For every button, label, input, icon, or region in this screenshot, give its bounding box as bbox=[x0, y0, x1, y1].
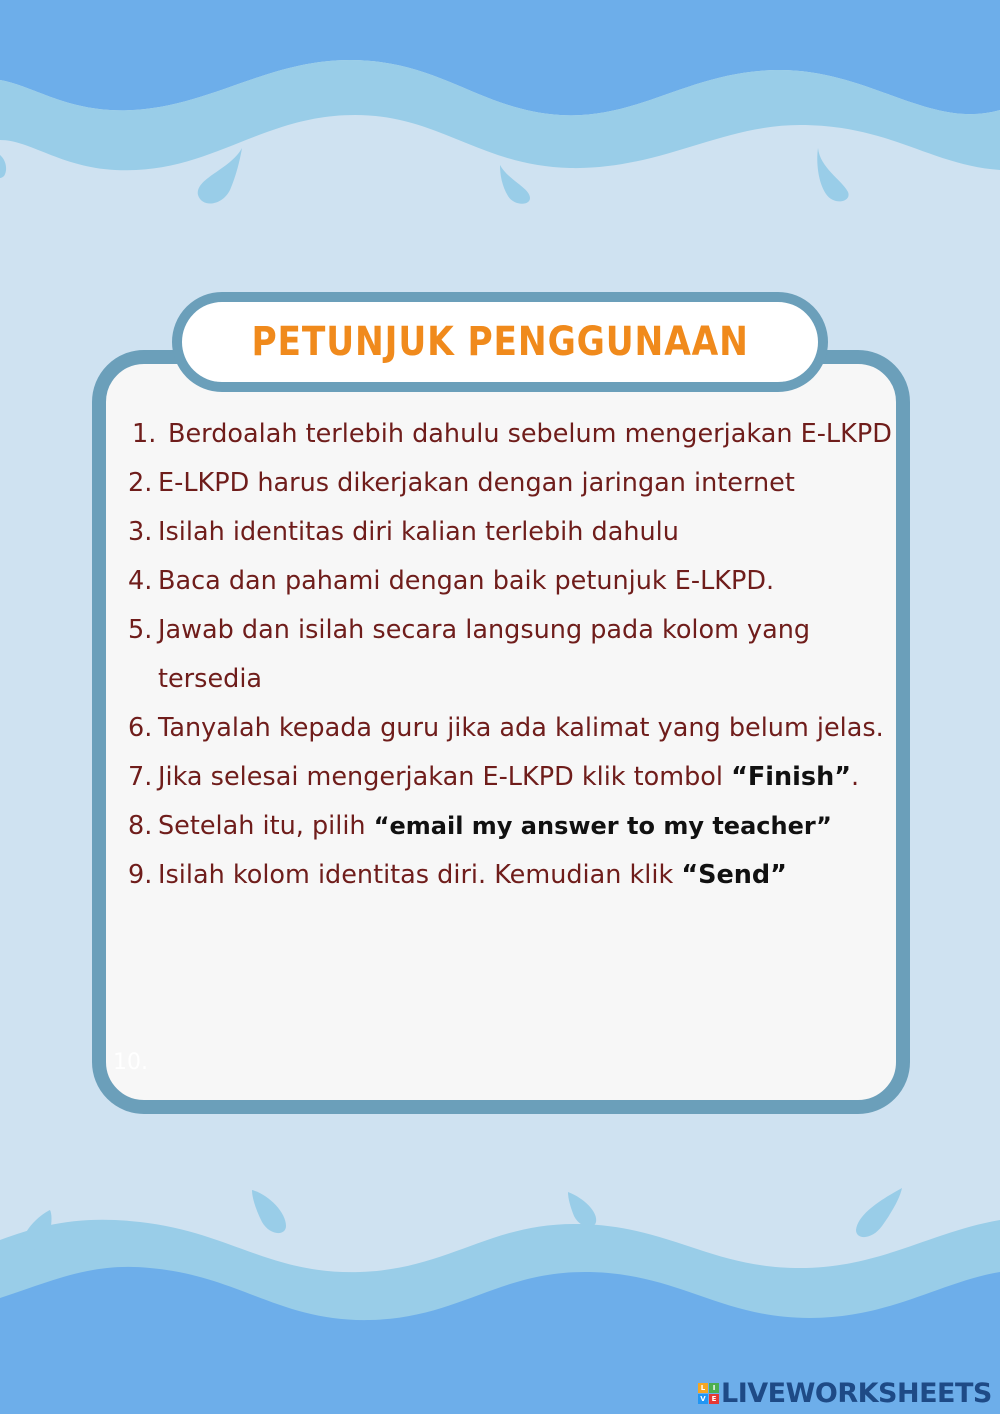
item-number: 8. bbox=[128, 811, 153, 841]
item-text: Jika selesai mengerjakan E-LKPD klik tombol bbox=[158, 762, 732, 792]
item-text: Setelah itu, pilih bbox=[158, 811, 374, 841]
item-text: Jawab dan isilah secara langsung pada kolom yang tersedia bbox=[158, 615, 811, 694]
item-number: 7. bbox=[128, 762, 153, 792]
list-item bbox=[128, 508, 898, 557]
drop-icon bbox=[0, 155, 6, 178]
item-number: 9. bbox=[128, 860, 153, 890]
drop-icon bbox=[500, 165, 530, 204]
instruction-list bbox=[128, 410, 898, 900]
item-text: E-LKPD harus dikerjakan dengan jaringan internet bbox=[158, 468, 795, 498]
list-item bbox=[128, 557, 898, 606]
item-text: Berdoalah terlebih dahulu sebelum mengerjakan E-LKPD bbox=[168, 419, 892, 449]
list-item bbox=[128, 851, 898, 900]
logo-letter: V bbox=[698, 1394, 708, 1404]
drop-icon bbox=[198, 148, 242, 204]
title-banner bbox=[172, 292, 828, 392]
item-text-end: . bbox=[850, 762, 860, 792]
item-number: 5. bbox=[128, 615, 153, 645]
list-item bbox=[128, 753, 898, 802]
logo-letter: E bbox=[709, 1394, 719, 1404]
drop-icon bbox=[252, 1190, 286, 1233]
send-label: “Send” bbox=[681, 860, 787, 890]
item-number: 1. bbox=[132, 419, 157, 449]
list-item bbox=[128, 459, 898, 508]
list-item bbox=[128, 802, 898, 851]
list-item bbox=[128, 704, 898, 753]
item-text: Baca dan pahami dengan baik petunjuk E-LKPD. bbox=[158, 566, 775, 596]
brand-name: LIVEWORKSHEETS bbox=[721, 1378, 992, 1409]
logo-letter: L bbox=[698, 1383, 708, 1393]
item-number: 2. bbox=[128, 468, 153, 498]
email-option-label: “email my answer to my teacher” bbox=[373, 812, 832, 840]
list-item bbox=[128, 410, 898, 459]
item-number: 3. bbox=[128, 517, 153, 547]
list-item bbox=[128, 606, 898, 704]
item-text: Isilah kolom identitas diri. Kemudian klik bbox=[158, 860, 682, 890]
item-text: Tanyalah kepada guru jika ada kalimat yang belum jelas. bbox=[158, 713, 884, 743]
drop-icon bbox=[568, 1192, 596, 1227]
liveworksheets-logo bbox=[698, 1378, 992, 1409]
drop-icon bbox=[856, 1188, 902, 1237]
item-number: 6. bbox=[128, 713, 153, 743]
finish-label: “Finish” bbox=[731, 762, 851, 792]
logo-letter: I bbox=[709, 1383, 719, 1393]
item-number-10: 10. bbox=[113, 1050, 148, 1075]
item-text: Isilah identitas diri kalian terlebih dahulu bbox=[158, 517, 679, 547]
drop-icon bbox=[817, 148, 848, 201]
page-title: PETUNJUK PENGGUNAAN bbox=[251, 319, 749, 365]
item-number: 4. bbox=[128, 566, 153, 596]
logo-icon bbox=[698, 1383, 719, 1404]
